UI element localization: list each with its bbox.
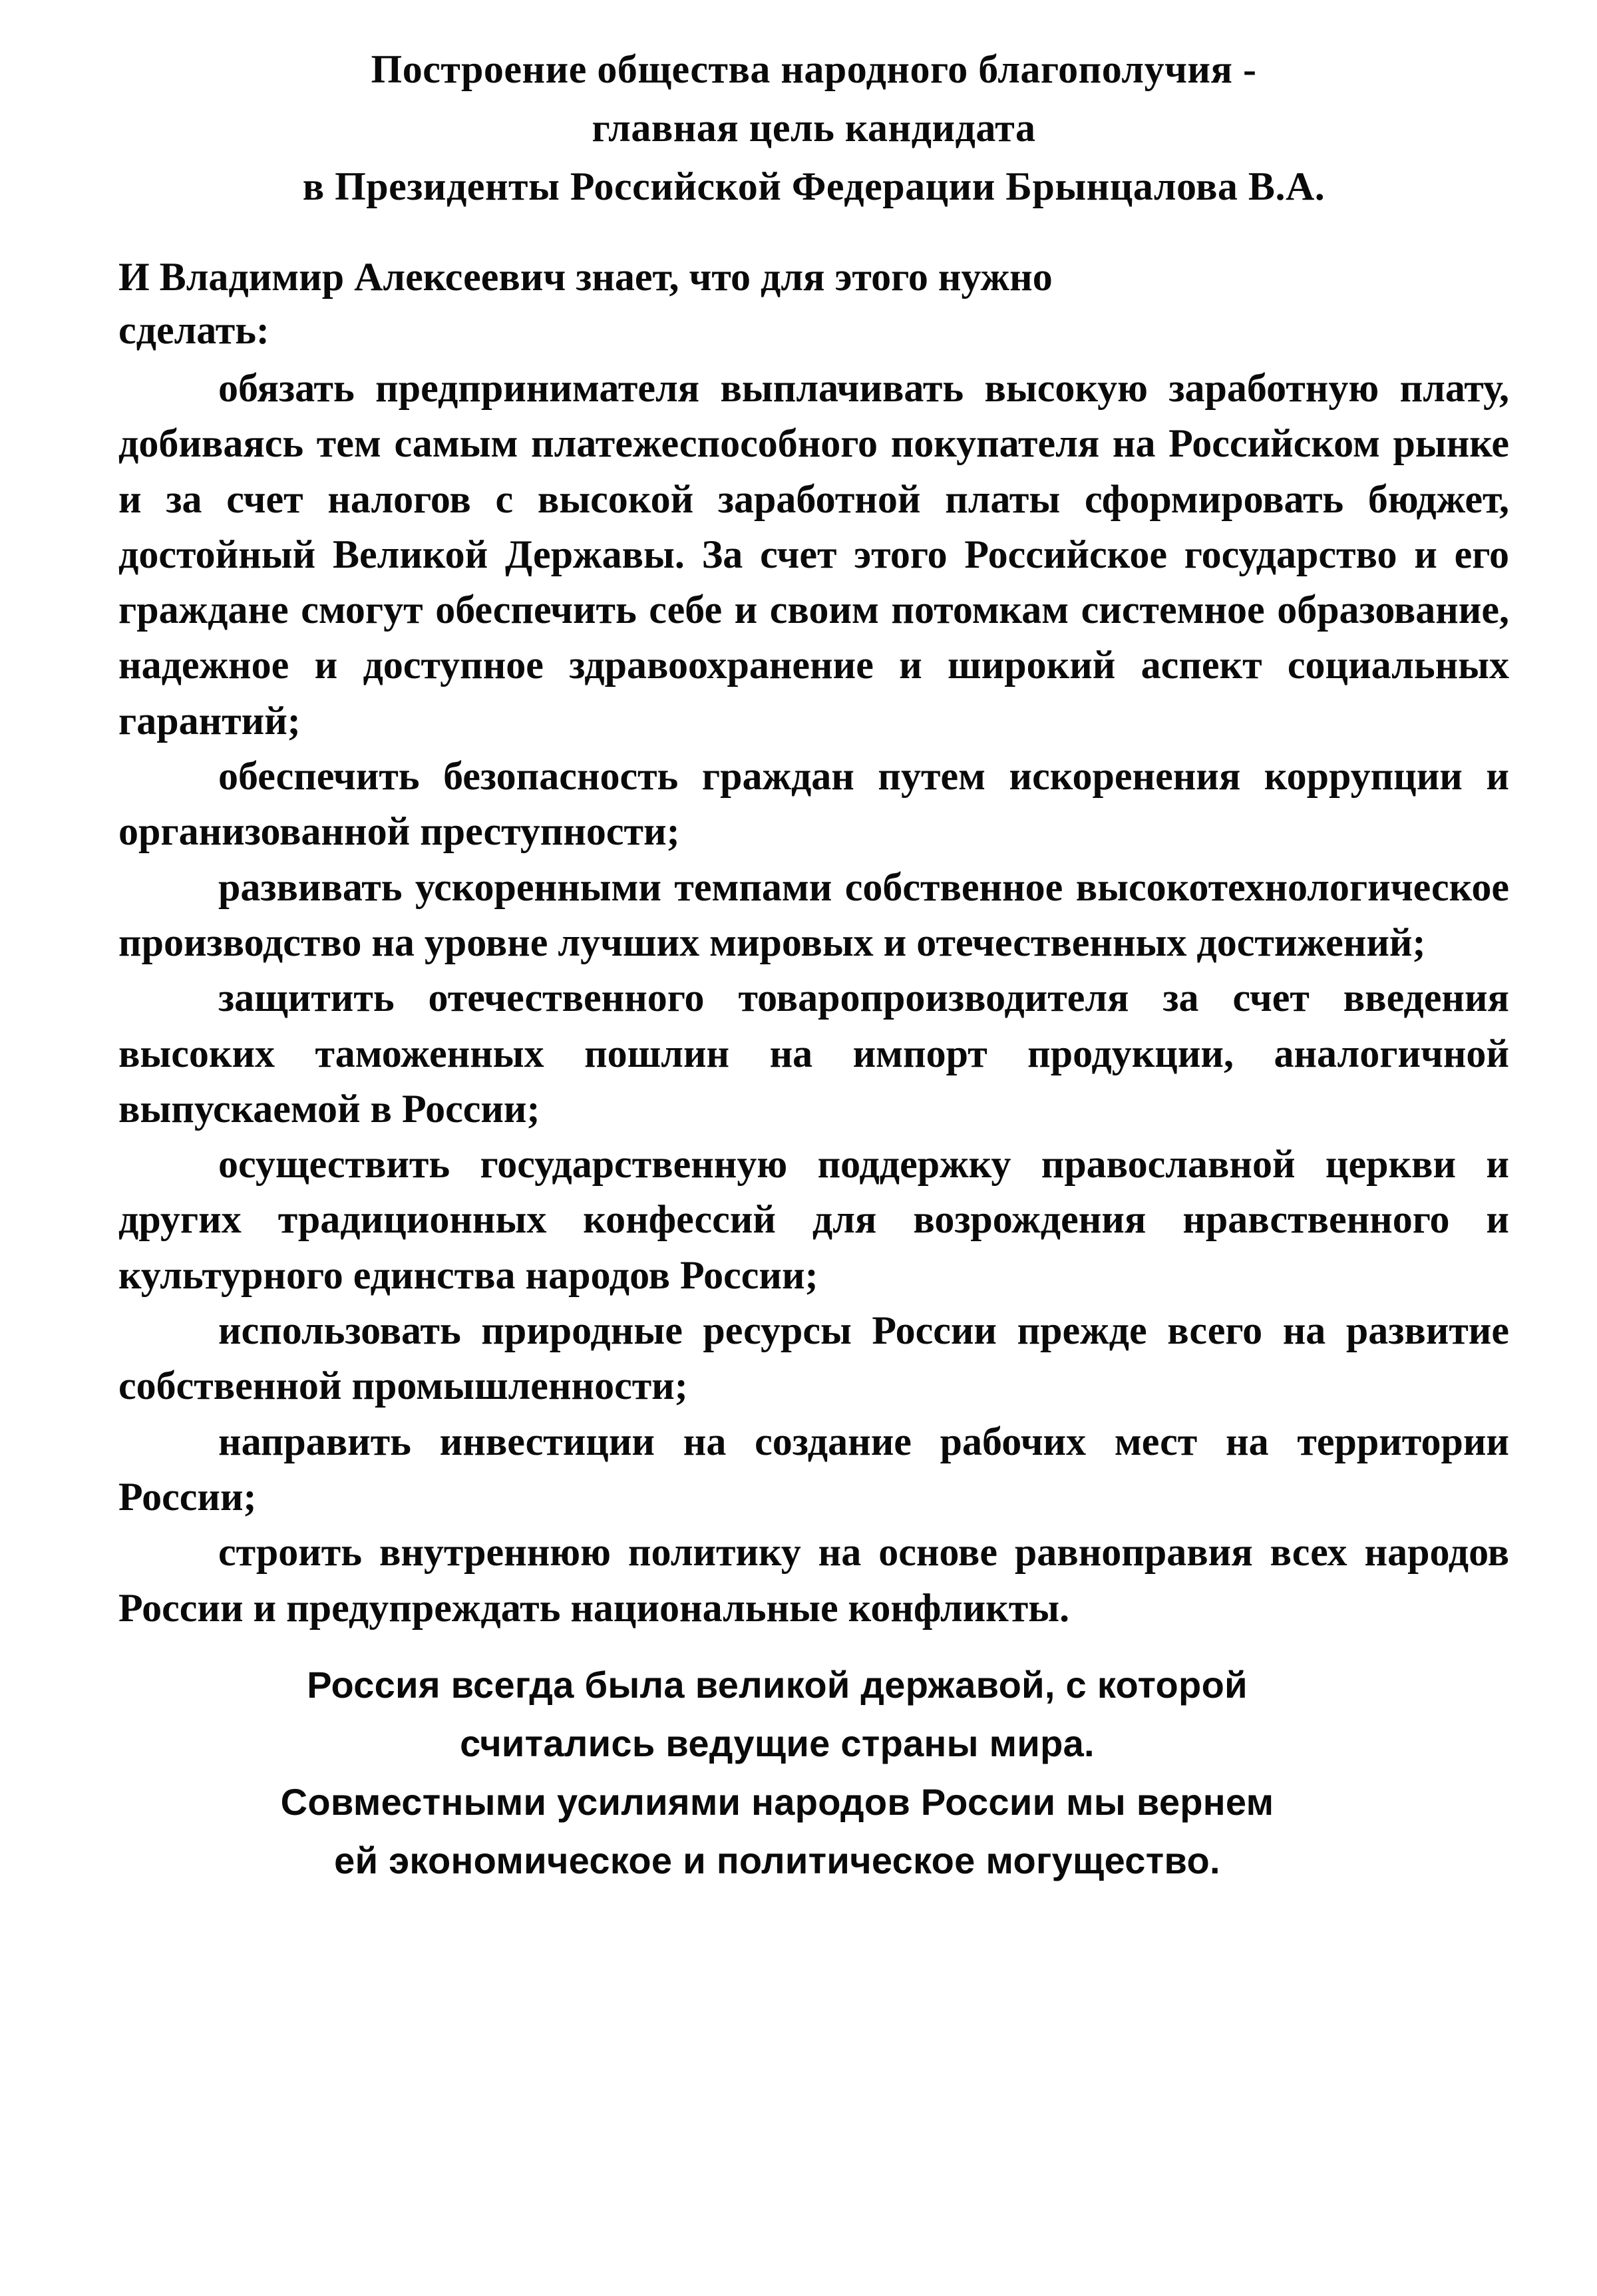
program-item: обязать предпринимателя выплачивать высокую заработную плату, добиваясь тем самым платежеспособного покупателя на Российском рынке и за счет налогов с высокой заработной платы сформировать бюджет, достойный Великой Державы. За счет этого Российское государство и его граждане смогут обеспечить себе и своим потомкам системное образование, надежное и доступное здравоохранение и широкий аспект социальных гарантий; [118,366,1509,743]
program-item: осуществить государственную поддержку православной церкви и других традиционных конфессий для возрождения нравственного и культурного единства народов России; [118,1142,1509,1297]
program-item: строить внутреннюю политику на основе равноправия всех народов России и предупреждать национальные конфликты. [118,1530,1509,1630]
title-line-3: в Президенты Российской Федерации Брынцалова В.А. [302,164,1326,208]
title-line-2: главная цель кандидата [592,106,1036,150]
closing-line-1: Россия всегда была великой державой, с которой [307,1663,1248,1706]
leaflet-page [118,40,1509,1890]
program-item: направить инвестиции на создание рабочих мест на территории России; [118,1419,1509,1519]
title-line-1: Построение общества народного благополучия - [371,47,1257,91]
program-item: защитить отечественного товаропроизводителя за счет введения высоких таможенных пошлин на импорт продукции, аналогичной выпускаемой в России; [118,976,1509,1131]
program-item: обеспечить безопасность граждан путем искоренения коррупции и организованной преступности; [118,754,1509,854]
closing-line-3: Совместными усилиями народов России мы вернем [280,1780,1274,1823]
intro-line-2: сделать: [118,308,269,352]
intro-paragraph [118,250,1416,357]
closing-line-2: считались ведущие страны мира. [460,1722,1095,1764]
closing-line-4: ей экономическое и политическое могущество. [334,1839,1220,1881]
program-item: использовать природные ресурсы России прежде всего на развитие собственной промышленности; [118,1308,1509,1408]
closing-statement [118,1656,1436,1890]
program-item: развивать ускоренными темпами собственное высокотехнологическое производство на уровне лучших мировых и отечественных достижений; [118,864,1509,964]
document-title [118,40,1509,216]
intro-line-1: И Владимир Алексеевич знает, что для этого нужно [118,255,1053,299]
program-items-list [118,361,1509,1636]
